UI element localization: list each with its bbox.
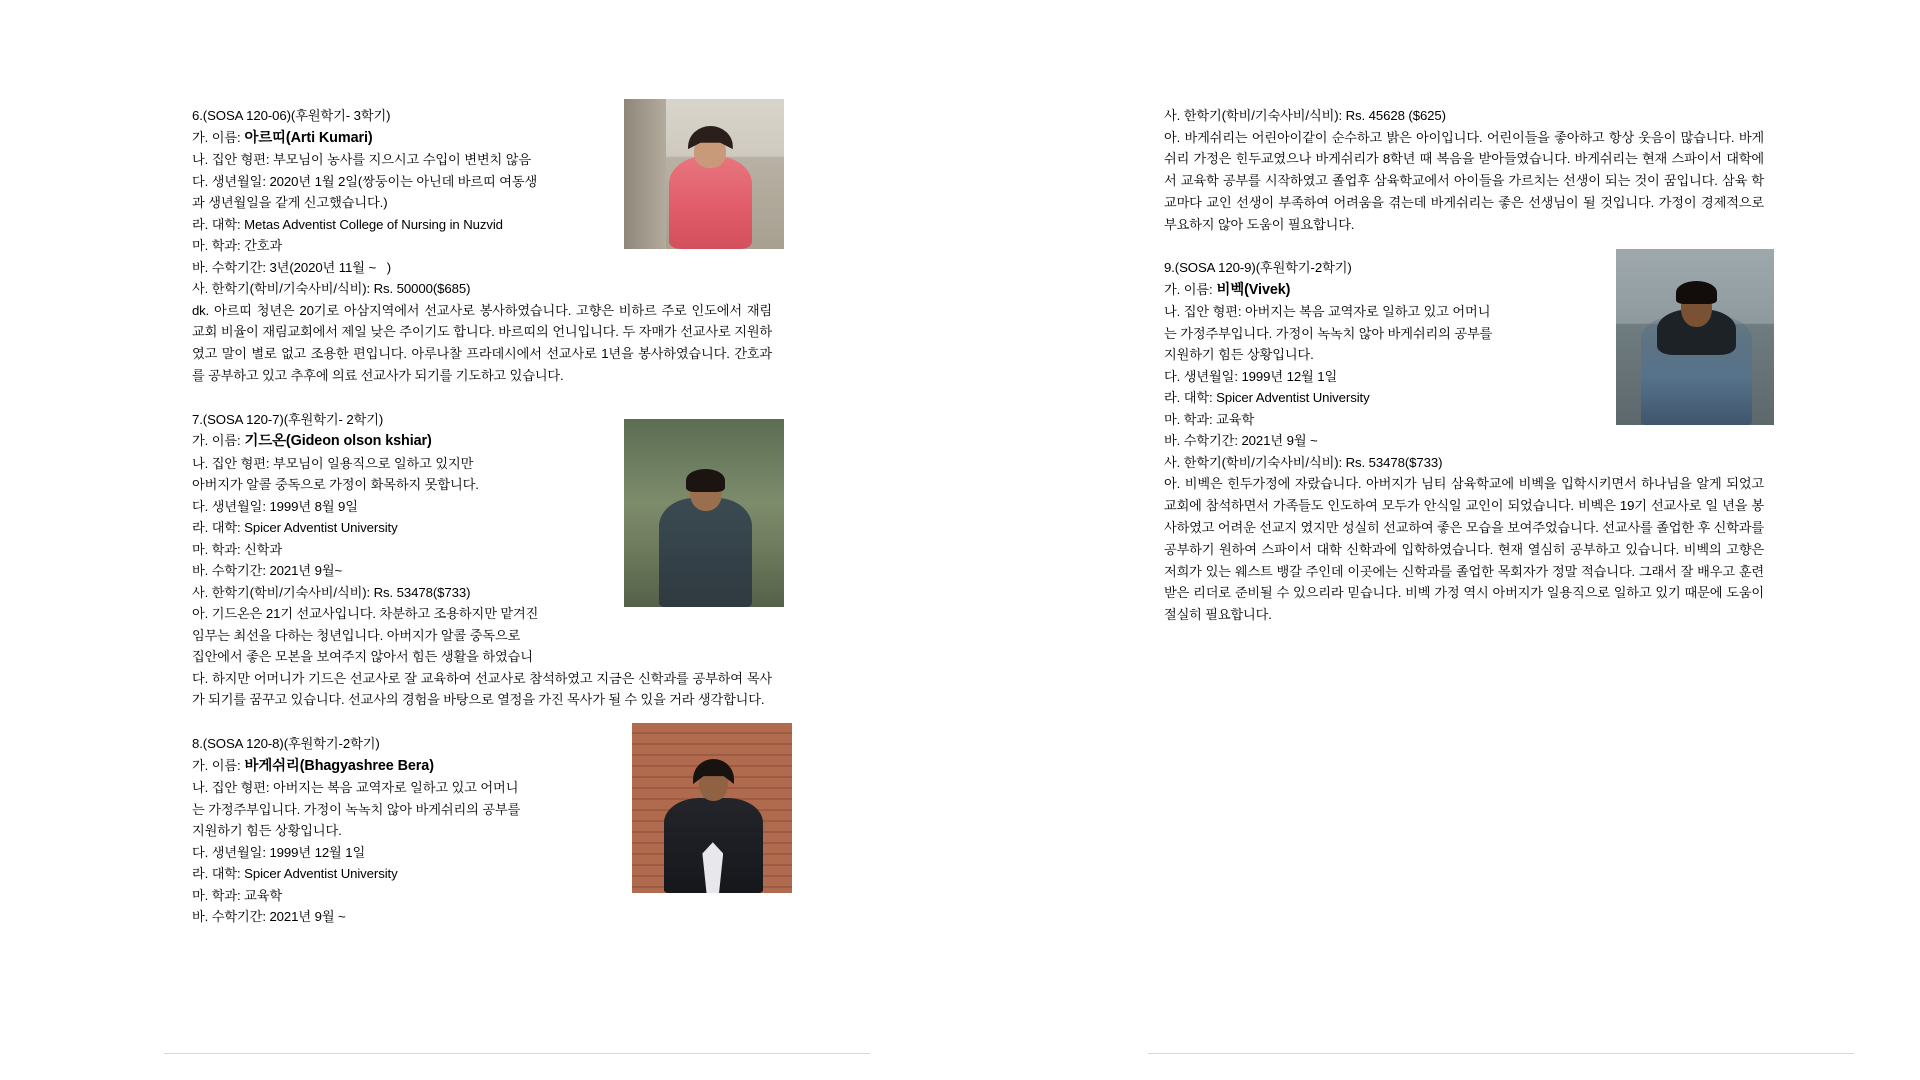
entry-field: 사. 한학기(학비/기숙사비/식비): Rs. 50000($685) (192, 281, 471, 296)
entry-field: 나. 집안 형편: 부모님이 일용직으로 일하고 있지만 (192, 455, 474, 471)
entry-name-value: 비벡(Vivek) (1216, 281, 1291, 298)
student-photo-vivek (1616, 249, 1774, 425)
entry-field: 마. 학과: 간호과 (192, 238, 283, 253)
entry-field: 임무는 최선을 다하는 청년입니다. 아버지가 알콜 중독으로 (192, 627, 521, 643)
entry-name-label: 가. 이름: (192, 757, 241, 773)
entry-name-value: 기드온(Gideon olson kshiar) (244, 433, 432, 450)
page-left-content (192, 105, 772, 950)
entry-heading: 8.(SOSA 120-8)(후원학기-2학기) (192, 736, 380, 752)
entry-field: 나. 집안 형편: 아버지는 복음 교역자로 일하고 있고 어머니 (1164, 304, 1491, 320)
entry-heading: 9.(SOSA 120-9)(후원학기-2학기) (1164, 260, 1352, 276)
entry-name-label: 가. 이름: (1164, 281, 1213, 297)
entry-field: 는 가정주부입니다. 가정이 녹녹치 않아 바게쉬리의 공부를 (1164, 325, 1493, 341)
entry-field: 마. 학과: 교육학 (1164, 411, 1255, 427)
entry-field: 라. 대학: Metas Adventist College of Nursing in Nuzvid (192, 216, 503, 232)
entry-paragraph: 아. 비벡은 힌두가정에 자랐습니다. 아버지가 님티 삼육학교에 비벡을 입학시키면서 하나님을 알게 되었고 교회에 참석하면서 가족들도 인도하여 모두가 안식일 교인이 되었습니다. 비벡은 19기 선교사로 일 년을 봉사하였고 어려운 선교지 였지만 성실히 선교하여 좋은 모습을 보여주었습니다. 선교사를 졸업한 후 신학과를 공부하기 원하여 스파이서 대학 신학과에 입학하였습니다. 현재 열심히 공부하고 있습니다. 비벡의 고향은 저희가 있는 웨스트 뱅갈 주인데 이곳에는 신학과를 졸업한 목회자가 정말 적습니다. 그래서 잘 배우고 훈련 받은 리더로 준비될 수 있으리라 믿습니다. 비벡 가정 역시 아버지가 일용직으로 일하고 있기 때문에 도움이 절실히 필요합니다. (1164, 476, 1764, 623)
student-photo-arti (624, 99, 784, 249)
entry-paragraph: dk. 아르띠 청년은 20기로 아삼지역에서 선교사로 봉사하였습니다. 고향은 비하르 주로 인도에서 재림 교회 비율이 재림교회에서 제일 낮은 주이기도 합니다. 바르띠의 언니입니다. 두 자매가 선교사로 지원하였고 말이 별로 없고 조용한 편입니다. 아루나찰 프라데시에서 선교사로 1년을 봉사하였습니다. 간호과를 공부하고 있고 추후에 의료 선교사가 되기를 기도하고 있습니다. (192, 302, 772, 383)
entry-field: 사. 한학기(학비/기숙사비/식비): Rs. 53478($733) (192, 584, 471, 600)
page-right-content (1164, 105, 1764, 648)
entry-paragraph: 다. 하지만 어머니가 기드은 선교사로 잘 교육하여 선교사로 참석하였고 지금은 신학과를 공부하여 목사가 되기를 꿈꾸고 있습니다. 선교사의 경험을 바탕으로 열정을 가진 목사가 될 수 있을 거라 생각합니다. (192, 670, 772, 708)
entry-field: 마. 학과: 신학과 (192, 541, 283, 557)
entry-field: 다. 생년월일: 2020년 1월 2일(쌍둥이는 아닌데 바르띠 여동생 (192, 173, 538, 189)
entry-field: 다. 생년월일: 1999년 12월 1일 (1164, 368, 1338, 384)
entry-paragraph: 아. 바게쉬리는 어린아이같이 순수하고 밝은 아이입니다. 어린이들을 좋아하고 항상 웃음이 많습니다. 바게쉬리 가정은 힌두교였으나 바게쉬리가 8학년 때 복음을 받아들였습니다. 바게쉬리는 현재 스파이서 대학에서 교육학 공부를 시작하였고 졸업후 삼육학교에서 아이들을 가르치는 선생이 되는 것이 꿈입니다. 삼육 학교마다 교인 선생이 부족하여 어려움을 겪는데 바게쉬리는 좋은 선생님이 될 것입니다. 가정이 경제적으로 부요하지 않아 도움이 필요합니다. (1164, 129, 1764, 232)
entry-field: 라. 대학: Spicer Adventist University (192, 866, 398, 882)
entry-field: 나. 집안 형편: 부모님이 농사를 지으시고 수입이 변변치 않음 (192, 152, 531, 167)
document-page-right (1148, 0, 1854, 1080)
entry-field: 나. 집안 형편: 아버지는 복음 교역자로 일하고 있고 어머니 (192, 780, 519, 796)
entry-field: 지원하기 힘든 상황입니다. (1164, 347, 1314, 363)
entry-field: 는 가정주부입니다. 가정이 녹녹치 않아 바게쉬리의 공부를 (192, 801, 521, 817)
entry-field: 바. 수학기간: 2021년 9월~ (192, 563, 343, 579)
document-page-left (164, 0, 870, 1080)
entry-field: 아버지가 알콜 중독으로 가정이 화목하지 못합니다. (192, 477, 479, 493)
entry-field: 사. 한학기(학비/기숙사비/식비): Rs. 45628 ($625) (1164, 108, 1446, 123)
entry-field: 집안에서 좋은 모본을 보여주지 않아서 힘든 생활을 하였습니 (192, 649, 533, 665)
page-footer-divider (1148, 1053, 1854, 1080)
student-photo-bhagyashree (632, 723, 792, 893)
entry-name-label: 가. 이름: (192, 129, 241, 145)
entry-heading: 7.(SOSA 120-7)(후원학기- 2학기) (192, 411, 384, 427)
entry-field: 바. 수학기간: 2021년 9월 ~ (192, 909, 346, 925)
student-entry-vivek (1164, 257, 1764, 626)
student-photo-gideon (624, 419, 784, 607)
entry-field: 라. 대학: Spicer Adventist University (192, 520, 398, 536)
entry-field: 바. 수학기간: 2021년 9월 ~ (1164, 433, 1318, 449)
entry-field: 바. 수학기간: 3년(2020년 11월 ~ ) (192, 259, 392, 275)
entry-field: 아. 기드온은 21기 선교사입니다. 차분하고 조용하지만 맡겨진 (192, 606, 539, 622)
student-entry-gideon (192, 409, 772, 712)
entry-field: 지원하기 힘든 상황입니다. (192, 823, 342, 839)
entry-field: 사. 한학기(학비/기숙사비/식비): Rs. 53478($733) (1164, 454, 1443, 470)
entry-field: 마. 학과: 교육학 (192, 887, 283, 903)
entry-name-label: 가. 이름: (192, 433, 241, 449)
entry-field: 과 생년월일을 같게 신고했습니다.) (192, 195, 388, 210)
entry-field: 다. 생년월일: 1999년 12월 1일 (192, 844, 366, 860)
entry-name-value: 바게쉬리(Bhagyashree Bera) (244, 757, 434, 774)
student-entry-bhagyashree (192, 733, 772, 928)
entry-name-value: 아르띠(Arti Kumari) (244, 129, 373, 146)
page-footer-divider (164, 1053, 870, 1080)
entry-heading: 6.(SOSA 120-06)(후원학기- 3학기) (192, 108, 391, 123)
entry-field: 라. 대학: Spicer Adventist University (1164, 390, 1370, 406)
student-entry-bhagyashree-continued (1164, 105, 1764, 235)
entry-field: 다. 생년월일: 1999년 8월 9일 (192, 498, 358, 514)
student-entry-arti (192, 105, 772, 387)
